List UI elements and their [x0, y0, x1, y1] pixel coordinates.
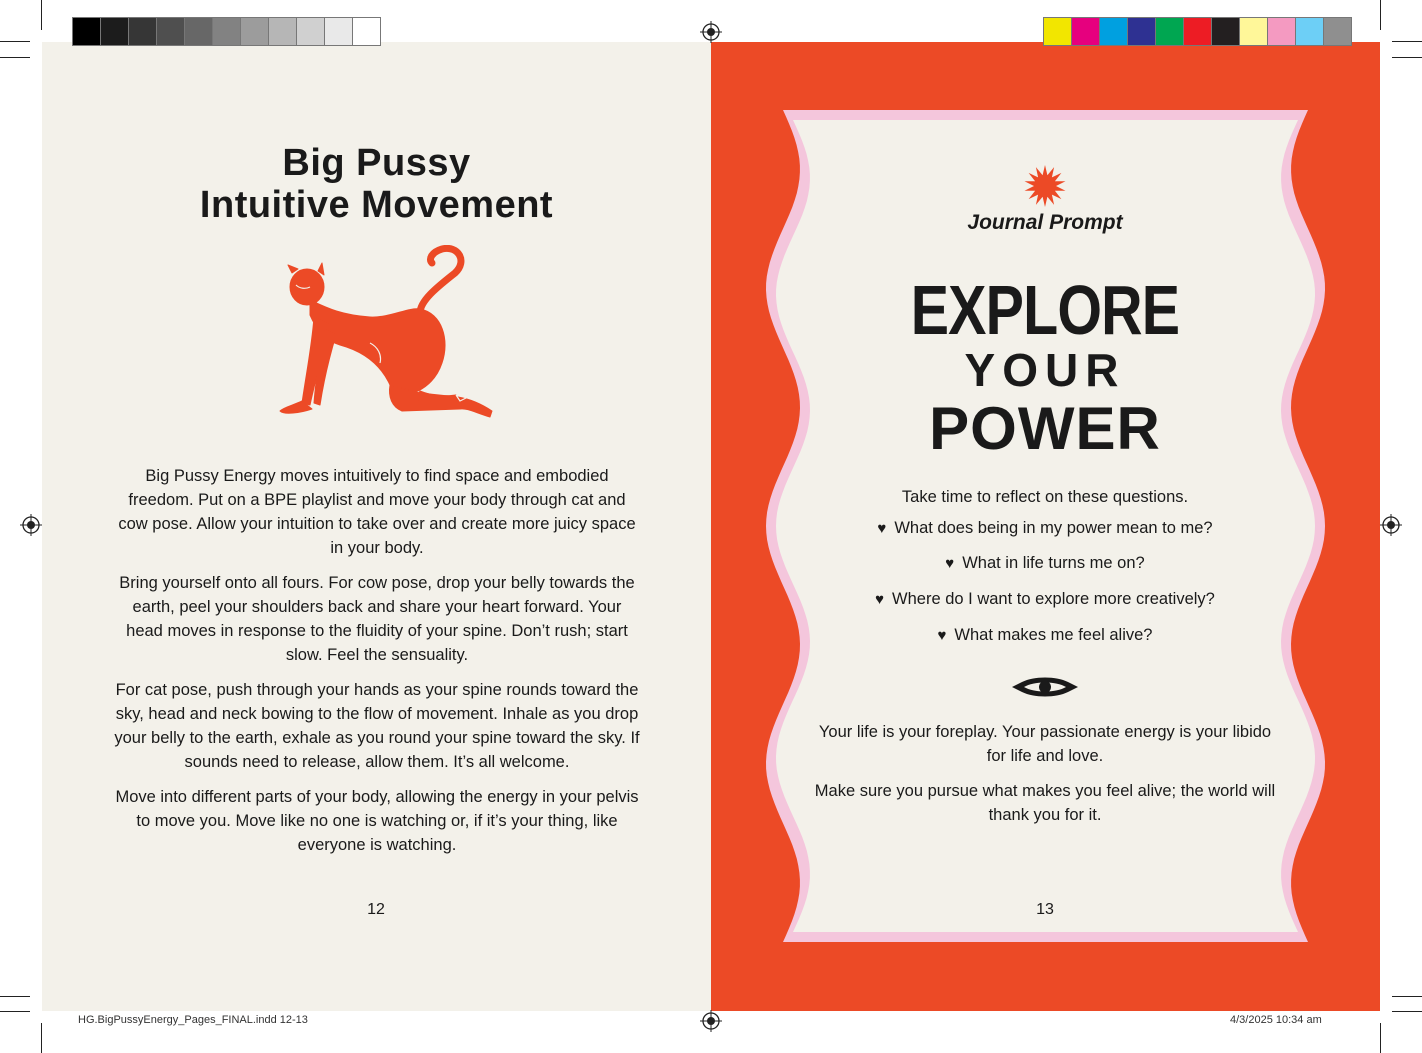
color-swatch	[1183, 17, 1211, 46]
closing-text-1: Your life is your foreplay. Your passionate energy is your libido for life and love.	[818, 723, 1272, 765]
question-item	[810, 590, 1280, 609]
question-text: Where do I want to explore more creatively?	[892, 590, 1215, 608]
crop-mark	[0, 41, 30, 42]
color-swatch	[1323, 17, 1352, 46]
woman-cow-pose-icon	[270, 245, 500, 425]
cmyk-color-bar	[1043, 17, 1352, 46]
color-swatch	[1295, 17, 1323, 46]
color-swatch	[1155, 17, 1183, 46]
registration-mark-icon	[700, 1010, 722, 1032]
crop-mark	[0, 996, 30, 997]
headline-line-1: EXPLORE	[910, 271, 1180, 349]
color-swatch	[296, 17, 324, 46]
color-swatch	[1267, 17, 1295, 46]
color-swatch	[100, 17, 128, 46]
color-swatch	[156, 17, 184, 46]
registration-mark-icon	[20, 514, 42, 536]
question-item	[810, 626, 1280, 645]
crop-mark	[1392, 1011, 1422, 1012]
color-swatch	[1127, 17, 1155, 46]
intro-text: Take time to reflect on these questions.	[901, 488, 1189, 506]
heart-icon: ♥	[875, 591, 885, 608]
eye-icon	[1010, 676, 1080, 698]
question-item	[810, 554, 1280, 573]
crop-mark	[0, 1011, 30, 1012]
paragraph: Move into different parts of your body, allowing the energy in your pelvis to move you. Move like no one is watching or, if it’s your thing, like everyone is watching.	[115, 788, 639, 854]
page-number: 12	[367, 901, 385, 918]
crop-mark	[1392, 41, 1422, 42]
headline-line-3: POWER	[929, 395, 1161, 462]
color-swatch	[1211, 17, 1239, 46]
paragraph: Big Pussy Energy moves intuitively to find space and embodied freedom. Put on a BPE playlist and move your body through cat and cow pose. Allow your intuition to take over and create more juicy space in your body.	[118, 467, 636, 557]
headline-line-2: YOUR	[964, 344, 1126, 396]
color-swatch	[72, 17, 100, 46]
heart-icon: ♥	[937, 627, 947, 644]
body-text	[112, 464, 642, 868]
slug-timestamp: 4/3/2025 10:34 am	[1230, 1014, 1322, 1026]
color-swatch	[1071, 17, 1099, 46]
color-swatch	[1043, 17, 1071, 46]
color-swatch	[324, 17, 352, 46]
heart-icon: ♥	[877, 520, 887, 537]
closing-text-2: Make sure you pursue what makes you feel alive; the world will thank you for it.	[814, 782, 1276, 824]
crop-mark	[1392, 57, 1422, 58]
registration-mark-icon	[700, 21, 722, 43]
registration-mark-icon	[1380, 514, 1402, 536]
color-swatch	[240, 17, 268, 46]
color-swatch	[184, 17, 212, 46]
crop-mark	[0, 57, 30, 58]
heart-icon: ♥	[945, 555, 955, 572]
color-swatch	[352, 17, 381, 46]
color-swatch	[1099, 17, 1127, 46]
crop-mark	[1380, 0, 1381, 30]
question-text: What makes me feel alive?	[954, 626, 1153, 644]
question-text: What in life turns me on?	[962, 554, 1145, 572]
question-text: What does being in my power mean to me?	[894, 519, 1213, 537]
paragraph: Bring yourself onto all fours. For cow pose, drop your belly towards the earth, peel your shoulders back and share your heart forward. Your head moves in response to the fluidity of your spine. Don’t rush; start slow. Feel the sensuality.	[119, 574, 635, 664]
color-swatch	[128, 17, 156, 46]
slug-filename: HG.BigPussyEnergy_Pages_FINAL.indd 12-13	[78, 1014, 308, 1026]
gray-color-bar	[72, 17, 381, 46]
question-item	[810, 519, 1280, 538]
color-swatch	[268, 17, 296, 46]
crop-mark	[41, 0, 42, 30]
crop-mark	[1380, 1023, 1381, 1053]
crop-mark	[41, 1023, 42, 1053]
color-swatch	[212, 17, 240, 46]
journal-prompt-label: Journal Prompt	[967, 211, 1123, 234]
color-swatch	[1239, 17, 1267, 46]
paragraph: For cat pose, push through your hands as your spine rounds toward the sky, head and neck bowing to the flow of movement. Inhale as you drop your belly to the earth, exhale as you round your spine toward the sky. If sounds need to release, allow them. It’s all welcome.	[114, 681, 640, 771]
title-line-1: Big Pussy	[282, 142, 471, 184]
title-line-2: Intuitive Movement	[199, 184, 554, 226]
starburst-icon	[1023, 164, 1067, 208]
page-number: 13	[1036, 901, 1054, 918]
crop-mark	[1392, 996, 1422, 997]
page-title	[42, 142, 711, 226]
